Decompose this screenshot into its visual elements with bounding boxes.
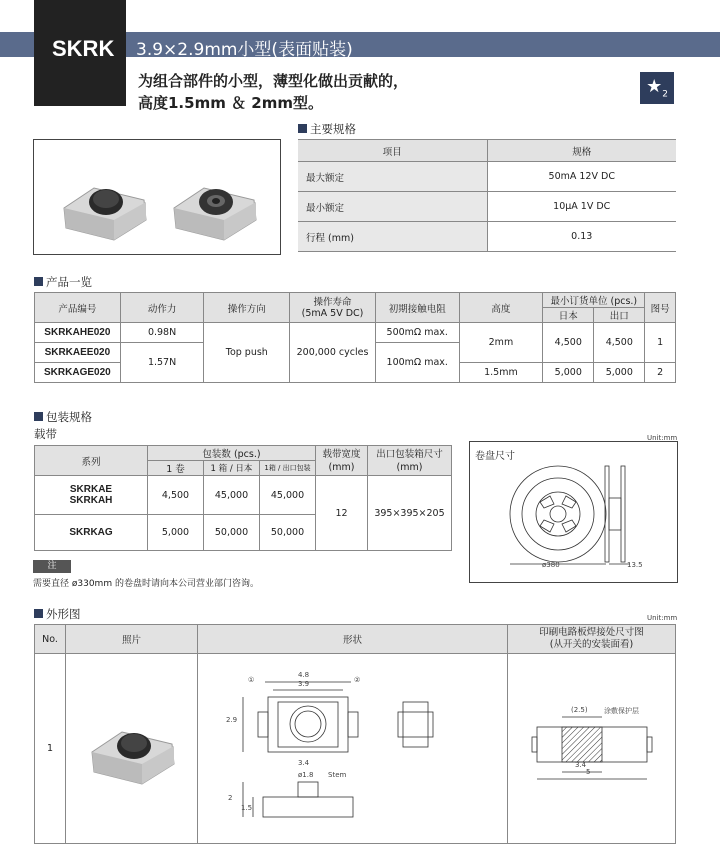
col-force: 动作力 [120, 293, 204, 323]
col-no: No. [35, 625, 66, 654]
product-life: 200,000 cycles [290, 323, 376, 383]
col-reel: 1 卷 [148, 461, 204, 476]
switch-photo-image [34, 140, 280, 254]
spec-value: 0.13 [487, 222, 676, 252]
product-height: 2mm [459, 323, 543, 363]
col-series: 系列 [35, 446, 148, 476]
outline-photo [66, 654, 198, 844]
pcb-dim-2-5: (2.5) [571, 706, 588, 714]
section-marker-icon [34, 412, 43, 421]
main-spec-title: 主要规格 [298, 121, 356, 137]
main-spec-table [298, 139, 676, 252]
callout-1: ① [248, 676, 255, 684]
product-force: 0.98N [120, 323, 204, 343]
spec-header-value: 规格 [487, 140, 676, 162]
outline-unit: Unit:mm [647, 614, 678, 622]
outline-no: 1 [35, 654, 66, 844]
dim-3-9: 3.9 [298, 680, 310, 688]
col-min-order: 最小订货单位 (pcs.) [543, 293, 645, 308]
spec-item: 最小额定 [298, 192, 487, 222]
dim-1-8: ø1.8 [298, 771, 314, 779]
packaging-title: 包装规格 [34, 409, 92, 425]
product-height: 1.5mm [459, 363, 543, 383]
spec-item: 最大额定 [298, 162, 487, 192]
product-code: SKRKAHE020 [35, 323, 121, 343]
product-direction: Top push [204, 323, 290, 383]
pack-reel: 5,000 [148, 515, 204, 551]
section-marker-icon [34, 277, 43, 286]
outline-pcb [508, 654, 676, 844]
product-resistance: 100mΩ max. [375, 343, 459, 383]
product-fig: 2 [645, 363, 676, 383]
dim-4-8: 4.8 [298, 671, 310, 679]
col-fig: 图号 [645, 293, 676, 323]
pack-box-jp: 45,000 [204, 476, 260, 515]
pcb-dim-5: 5 [586, 768, 591, 776]
product-japan: 4,500 [543, 323, 594, 363]
pack-tape-width: 12 [316, 476, 368, 551]
col-tape-width: 载带宽度 (mm) [316, 446, 368, 476]
packaging-subtitle: 载带 [34, 427, 57, 441]
col-qty: 包装数 (pcs.) [148, 446, 316, 461]
product-force: 1.57N [120, 343, 204, 383]
switch-photo-image [82, 707, 182, 787]
subtitle: 为组合部件的小型，薄型化做出贡献的， 高度1.5mm ＆ 2mm型。 [138, 72, 409, 112]
pack-series: SKRKAE SKRKAH [35, 476, 148, 515]
spec-header-item: 项目 [298, 140, 487, 162]
col-direction: 操作方向 [204, 293, 290, 323]
col-export: 出口 [594, 308, 645, 323]
pcb-dim-3-4: 3.4 [575, 761, 587, 769]
col-export-box: 出口包装箱尺寸 (mm) [368, 446, 452, 476]
product-export: 4,500 [594, 323, 645, 363]
pcb-drawing [512, 657, 672, 837]
product-code: SKRKAGE020 [35, 363, 121, 383]
reel-width-label: 13.5 [627, 561, 643, 569]
spec-value: 10μA 1V DC [487, 192, 676, 222]
reel-diagram [469, 441, 678, 583]
product-resistance: 500mΩ max. [375, 323, 459, 343]
product-japan: 5,000 [543, 363, 594, 383]
col-japan: 日本 [543, 308, 594, 323]
col-life: 操作寿命 (5mA 5V DC) [290, 293, 376, 323]
pack-box-jp: 50,000 [204, 515, 260, 551]
stem-label: Stem [328, 771, 347, 779]
reel-drawing [470, 442, 677, 582]
pcb-resist-label: 涂敷保护层 [604, 707, 639, 715]
spec-item: 行程 (mm) [298, 222, 487, 252]
product-code: SKRKAEE020 [35, 343, 121, 363]
dim-2-9: 2.9 [226, 716, 238, 724]
reel-diameter-label: ø380 [542, 561, 560, 569]
col-photo: 照片 [66, 625, 198, 654]
star-badge-icon: $★_2$ [640, 72, 674, 104]
product-fig: 1 [645, 323, 676, 363]
dim-2: 2 [228, 794, 233, 802]
col-height: 高度 [459, 293, 543, 323]
pack-box-ex: 50,000 [260, 515, 316, 551]
section-marker-icon [34, 609, 43, 618]
pack-series: SKRKAG [35, 515, 148, 551]
pack-reel: 4,500 [148, 476, 204, 515]
product-table [34, 292, 676, 383]
pack-box-ex: 45,000 [260, 476, 316, 515]
reel-title: 卷盘尺寸 [475, 451, 515, 462]
col-resistance: 初期接触电阻 [375, 293, 459, 323]
col-shape: 形状 [198, 625, 508, 654]
packaging-table [34, 445, 452, 551]
model-name: SKRK [34, 0, 126, 106]
product-list-title: 产品一览 [34, 274, 92, 290]
spec-value: 50mA 12V DC [487, 162, 676, 192]
col-box-jp: 1 箱 / 日本 [204, 461, 260, 476]
outline-shape [198, 654, 508, 844]
note-label: 注 [33, 560, 71, 573]
product-export: 5,000 [594, 363, 645, 383]
section-marker-icon [298, 124, 307, 133]
dim-1-5: 1.5 [241, 804, 253, 812]
page-title: 3.9×2.9mm小型(表面贴装) [136, 40, 353, 60]
packaging-unit: Unit:mm [647, 434, 678, 442]
note-text: 需要直径 ø330mm 的卷盘时请向本公司营业部门咨询。 [33, 579, 259, 589]
product-photo [33, 139, 281, 255]
col-code: 产品编号 [35, 293, 121, 323]
outline-title: 外形图 [34, 606, 81, 622]
callout-2: ② [354, 676, 361, 684]
outline-table [34, 624, 676, 844]
pack-export-box: 395×395×205 [368, 476, 452, 551]
col-box-ex: 1箱 / 出口包装 [260, 461, 316, 476]
dim-3-4: 3.4 [298, 759, 310, 767]
col-pcb: 印刷电路板焊接处尺寸图 (从开关的安装面看) [508, 625, 676, 654]
